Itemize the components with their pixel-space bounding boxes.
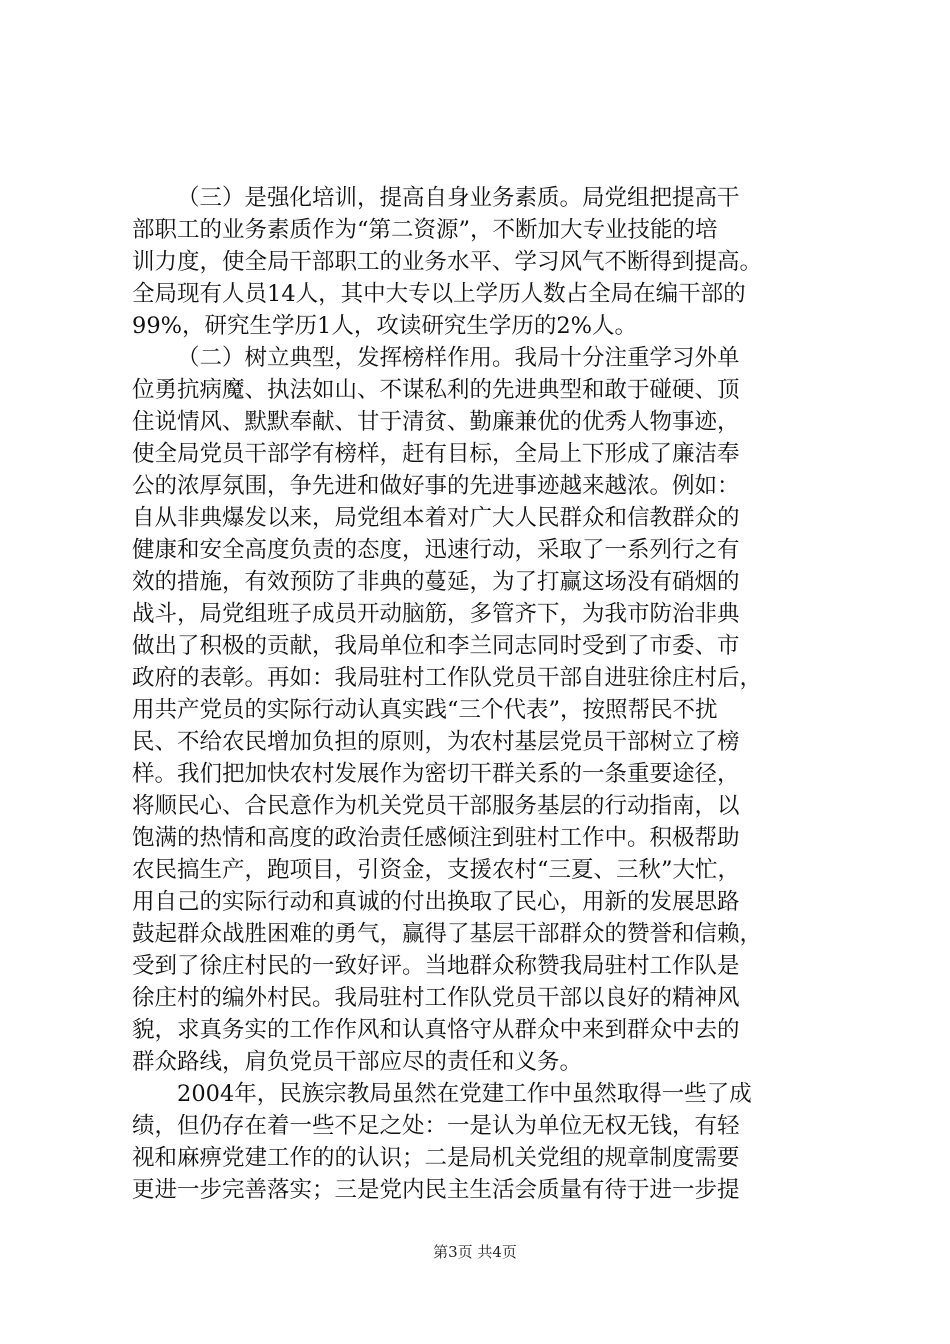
paragraph-line: 2004年，民族宗教局虽然在党建工作中虽然取得一些了成: [177, 1081, 752, 1107]
document-body: [132, 182, 832, 1206]
paragraph-line: （二）树立典型，发挥榜样作用。我局十分注重学习外单: [177, 345, 740, 371]
paragraph-line: 绩，但仍存在着一些不足之处：一是认为单位无权无钱，有轻: [132, 1113, 740, 1139]
page-number-footer: 第3页 共4页: [433, 1243, 517, 1261]
paragraph-line: 部职工的业务素质作为“第二资源”，不断加大专业技能的培: [132, 217, 718, 243]
paragraph-line: 貌，求真务实的工作作风和认真恪守从群众中来到群众中去的: [132, 1017, 740, 1043]
paragraph-line: 做出了积极的贡献，我局单位和李兰同志同时受到了市委、市: [132, 633, 740, 659]
paragraph-line: 政府的表彰。再如：我局驻村工作队党员干部自进驻徐庄村后，: [132, 665, 763, 691]
paragraph-line: 健康和安全高度负责的态度，迅速行动，采取了一系列行之有: [132, 537, 740, 563]
paragraph-line: 视和麻痹党建工作的的认识；二是局机关党组的规章制度需要: [132, 1145, 740, 1171]
paragraph-line: 更进一步完善落实；三是党内民主生活会质量有待于进一步提: [132, 1177, 740, 1203]
paragraph-line: 民、不给农民增加负担的原则，为农村基层党员干部树立了榜: [132, 729, 740, 755]
paragraph-line: 鼓起群众战胜困难的勇气，赢得了基层干部群众的赞誉和信赖，: [132, 921, 763, 947]
paragraph-line: 用自己的实际行动和真诚的付出换取了民心，用新的发展思路: [132, 889, 740, 915]
paragraph-line: 农民搞生产，跑项目，引资金，支援农村“三夏、三秋”大忙，: [132, 857, 741, 883]
paragraph-line: 徐庄村的编外村民。我局驻村工作队党员干部以良好的精神风: [132, 985, 740, 1011]
paragraph-line: 用共产党员的实际行动认真实践“三个代表”，按照帮民不扰: [132, 697, 718, 723]
paragraph-line: 全局现有人员14人，其中大专以上学历人数占全局在编干部的: [132, 281, 746, 307]
paragraph-line: 训力度，使全局干部职工的业务水平、学习风气不断得到提高。: [132, 249, 763, 275]
paragraph-line: 群众路线，肩负党员干部应尽的责任和义务。: [132, 1049, 583, 1075]
paragraph-line: 饱满的热情和高度的政治责任感倾注到驻村工作中。积极帮助: [132, 825, 740, 851]
paragraph-line: 位勇抗病魔、执法如山、不谋私利的先进典型和敢于碰硬、顶: [132, 377, 740, 403]
paragraph-line: 自从非典爆发以来，局党组本着对广大人民群众和信教群众的: [132, 505, 740, 531]
paragraph-line: 99%，研究生学历1人，攻读研究生学历的2%人。: [132, 313, 638, 339]
paragraph-line: 样。我们把加快农村发展作为密切干群关系的一条重要途径，: [132, 761, 740, 787]
paragraph-line: 将顺民心、合民意作为机关党员干部服务基层的行动指南，以: [132, 793, 740, 819]
paragraph-line: 效的措施，有效预防了非典的蔓延，为了打赢这场没有硝烟的: [132, 569, 740, 595]
paragraph-line: 受到了徐庄村民的一致好评。当地群众称赞我局驻村工作队是: [132, 953, 740, 979]
paragraph-line: 公的浓厚氛围，争先进和做好事的先进事迹越来越浓。例如：: [132, 473, 740, 499]
paragraph-line: 战斗，局党组班子成员开动脑筋，多管齐下，为我市防治非典: [132, 601, 740, 627]
paragraph-line: 住说情风、默默奉献、甘于清贫、勤廉兼优的优秀人物事迹，: [132, 409, 740, 435]
paragraph-line: （三）是强化培训，提高自身业务素质。局党组把提高干: [177, 185, 740, 211]
paragraph-line: 使全局党员干部学有榜样，赶有目标，全局上下形成了廉洁奉: [132, 441, 740, 467]
